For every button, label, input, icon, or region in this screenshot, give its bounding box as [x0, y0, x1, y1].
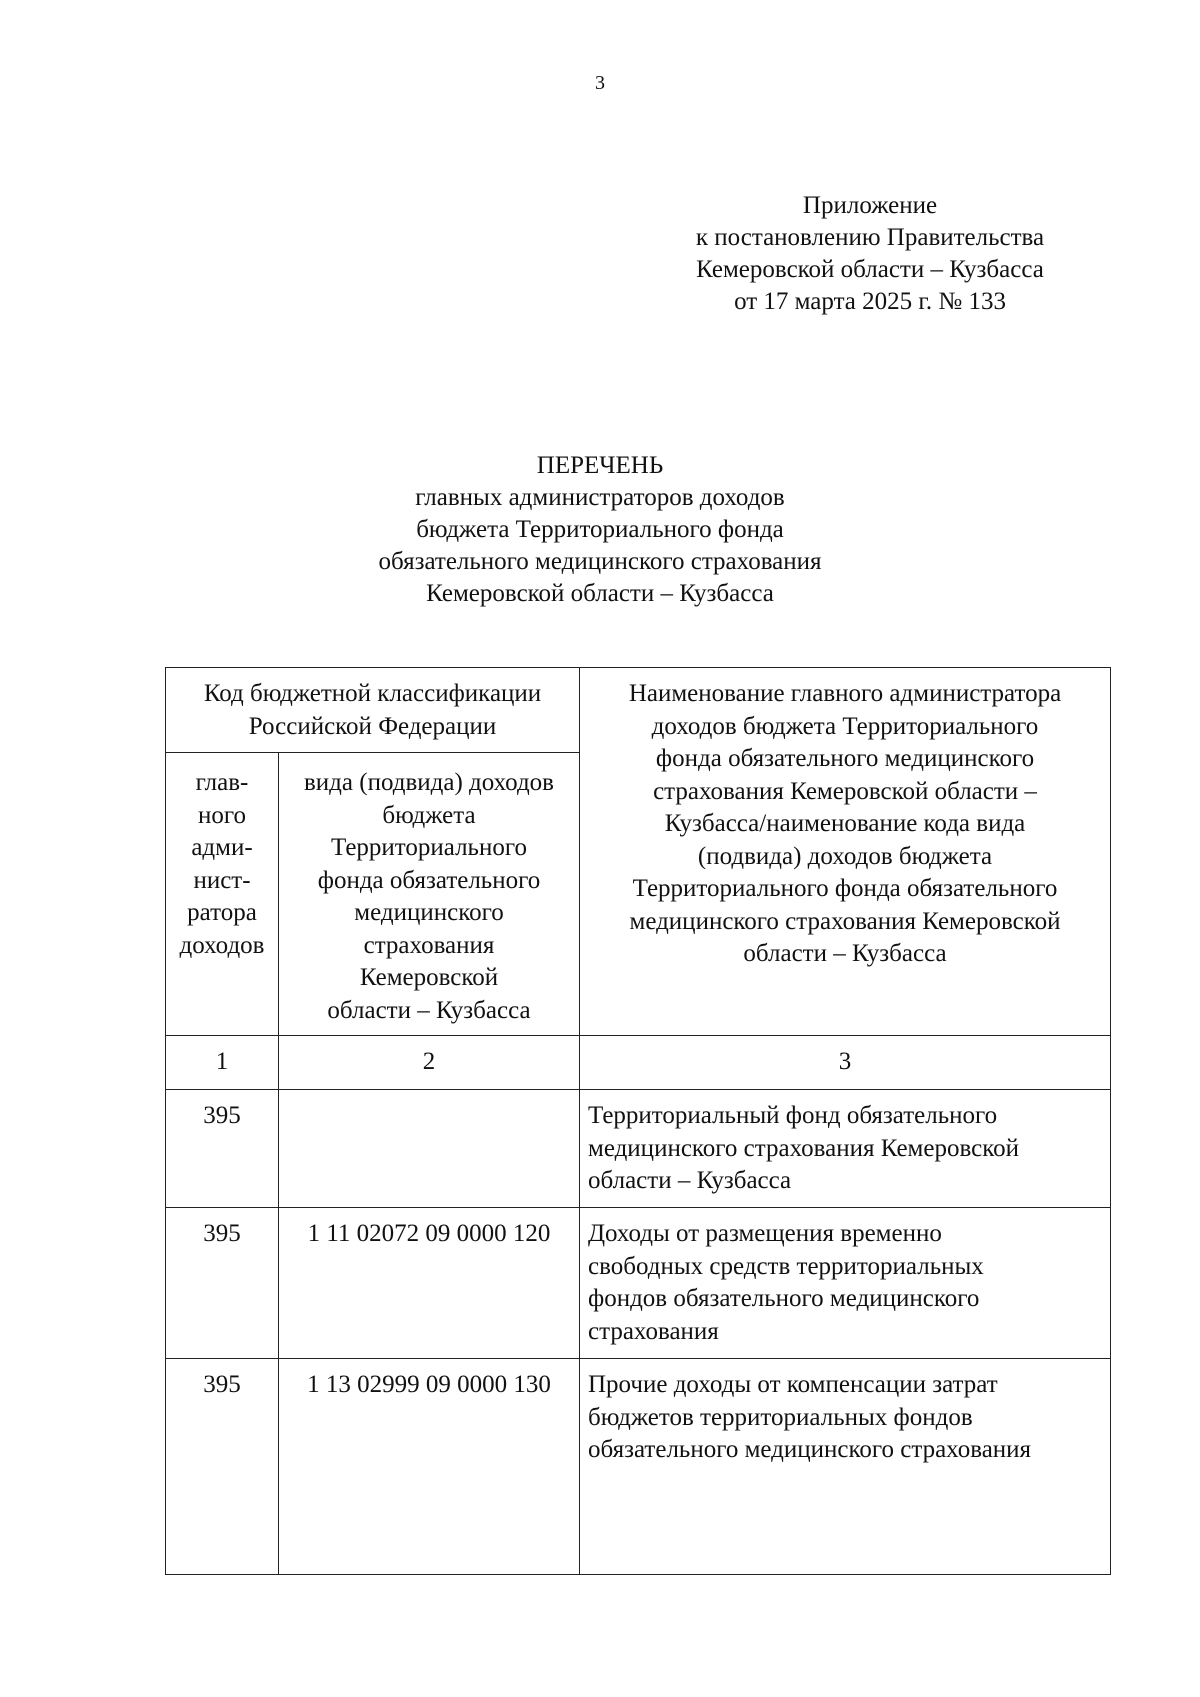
header-line: медицинского — [354, 899, 504, 926]
header-line: вида (подвида) доходов — [304, 769, 554, 796]
header-line: страхования — [363, 931, 495, 959]
header-code-group — [166, 668, 580, 753]
name-line: фондов обязательного медицинского — [588, 1285, 980, 1312]
header-name-column — [580, 668, 1111, 1036]
table-row — [166, 1359, 1111, 1575]
header-line: области – Кузбасса — [743, 940, 947, 967]
header-admin-column — [166, 753, 279, 1036]
table-row — [166, 1208, 1111, 1359]
header-line: медицинского страхования Кемеровской — [629, 907, 1061, 935]
header-line: области – Кузбасса — [327, 996, 531, 1024]
appendix-line: Кемеровской области – Кузбасса — [696, 256, 1044, 283]
title-line: Кемеровской области – Кузбасса — [426, 580, 774, 607]
document-title — [0, 450, 1200, 610]
income-code-cell — [279, 1090, 580, 1208]
column-number-row — [166, 1036, 1111, 1090]
name-line: Доходы от размещения временно — [588, 1220, 942, 1247]
header-line: Территориального фонда обязательного — [632, 875, 1058, 902]
name-cell — [580, 1208, 1111, 1359]
name-line: обязательного медицинского страхования — [588, 1436, 1032, 1463]
title-line: бюджета Территориального фонда — [416, 516, 784, 543]
header-line: Территориального — [331, 834, 527, 861]
admin-code-cell: 395 — [166, 1090, 279, 1208]
name-line: Прочие доходы от компенсации затрат — [588, 1371, 998, 1398]
header-line: доходов — [179, 931, 265, 959]
income-code-cell: 1 11 02072 09 0000 120 — [279, 1208, 580, 1359]
name-line: области – Кузбасса — [588, 1167, 792, 1194]
column-number: 1 — [166, 1036, 279, 1090]
header-line: фонда обязательного — [317, 866, 541, 894]
header-line: Наименование главного администратора — [628, 680, 1062, 707]
name-line: бюджетов территориальных фондов — [588, 1403, 973, 1431]
income-code-cell: 1 13 02999 09 0000 130 — [279, 1359, 580, 1575]
header-line: ратора — [187, 899, 257, 926]
header-line: Код бюджетной классификации — [203, 680, 542, 707]
header-line: нист- — [193, 866, 251, 894]
column-number: 3 — [580, 1036, 1111, 1090]
title-line: обязательного медицинского страхования — [378, 548, 822, 575]
appendix-block — [640, 190, 1100, 318]
name-cell — [580, 1090, 1111, 1208]
admin-code-cell: 395 — [166, 1208, 279, 1359]
admin-code-cell: 395 — [166, 1359, 279, 1575]
table-header-row — [166, 668, 1111, 753]
name-line: медицинского страхования Кемеровской — [588, 1134, 1019, 1162]
header-line: доходов бюджета Территориального — [651, 712, 1039, 740]
column-number: 2 — [279, 1036, 580, 1090]
appendix-line: к постановлению Правительства — [695, 224, 1045, 251]
name-line: Территориальный фонд обязательного — [588, 1102, 998, 1129]
administrators-table — [165, 667, 1111, 1575]
header-line: бюджета — [382, 801, 476, 829]
header-line: глав- — [195, 769, 249, 796]
header-line: страхования Кемеровской области – — [653, 777, 1037, 805]
header-line: адми- — [191, 834, 253, 861]
title-line: главных администраторов доходов — [415, 484, 785, 511]
header-line: фонда обязательного медицинского — [655, 745, 1035, 772]
header-line: ного — [197, 801, 246, 829]
header-line: Российской Федерации — [248, 712, 497, 740]
header-line: (подвида) доходов бюджета — [697, 842, 993, 870]
name-line: свободных средств территориальных — [588, 1252, 984, 1280]
header-line: Кемеровской — [359, 964, 499, 991]
name-cell — [580, 1359, 1111, 1575]
table-row — [166, 1090, 1111, 1208]
appendix-date: от 17 марта 2025 г. № 133 — [734, 288, 1006, 315]
appendix-line: Приложение — [802, 192, 938, 219]
header-kind-column — [279, 753, 580, 1036]
name-line: страхования — [588, 1317, 719, 1345]
page-number: 3 — [595, 72, 605, 94]
title-heading: ПЕРЕЧЕНЬ — [536, 452, 664, 479]
header-line: Кузбасса/наименование кода вида — [664, 810, 1026, 837]
